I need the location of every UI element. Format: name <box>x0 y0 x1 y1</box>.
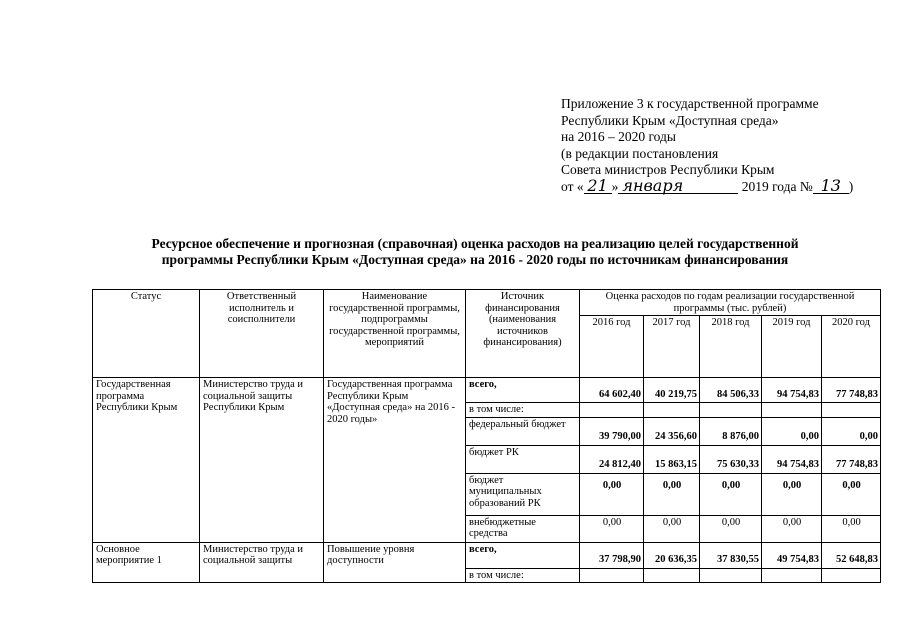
header-line: Приложение 3 к государственной программе <box>561 96 819 111</box>
value-cell: 24 356,60 <box>644 417 700 445</box>
col-estimate: Оценка расходов по годам реализации государственной программы (тыс. рублей) <box>580 290 881 316</box>
value-cell: 77 748,83 <box>822 445 881 473</box>
handwritten-month: января <box>618 179 738 194</box>
value-cell: 49 754,83 <box>762 542 822 568</box>
value-cell <box>580 568 644 583</box>
col-status: Статус <box>93 290 200 378</box>
value-cell: 24 812,40 <box>580 445 644 473</box>
value-cell: 37 798,90 <box>580 542 644 568</box>
name-cell: Государственная программа Республики Крым «Доступная среда» на 2016 - 2020 годы» <box>324 378 466 543</box>
value-cell: 0,00 <box>700 473 762 515</box>
date-day-close: » <box>611 178 619 194</box>
title-line: Ресурсное обеспечение и прогнозная (справочная) оценка расходов на реализацию целей государственной <box>151 236 799 251</box>
value-cell: 39 790,00 <box>580 417 644 445</box>
date-prefix: от « <box>561 178 584 194</box>
value-cell: 8 876,00 <box>700 417 762 445</box>
source-cell: всего, <box>466 378 580 403</box>
col-executor: Ответственный исполнитель и соисполнители <box>200 290 324 378</box>
value-cell: 77 748,83 <box>822 378 881 403</box>
source-cell: в том числе: <box>466 568 580 583</box>
value-cell: 64 602,40 <box>580 378 644 403</box>
value-cell: 0,00 <box>822 515 881 542</box>
header-line: Совета министров Республики Крым <box>561 162 775 177</box>
value-cell <box>822 403 881 418</box>
value-cell: 40 219,75 <box>644 378 700 403</box>
value-cell: 0,00 <box>762 515 822 542</box>
year-header: 2016 год <box>580 316 644 378</box>
col-source: Источник финансирования (наименования источников финансирования) <box>466 290 580 378</box>
value-cell: 0,00 <box>822 417 881 445</box>
year-header: 2018 год <box>700 316 762 378</box>
year-text: 2019 года № <box>741 178 813 194</box>
source-cell: всего, <box>466 542 580 568</box>
table-row <box>93 542 881 568</box>
value-cell <box>762 568 822 583</box>
header-line: (в редакции постановления <box>561 145 719 161</box>
status-cell: Государственная программа Республики Крым <box>93 378 200 543</box>
value-cell: 15 863,15 <box>644 445 700 473</box>
document-title <box>60 236 890 268</box>
year-header: 2020 год <box>822 316 881 378</box>
source-cell: бюджет РК <box>466 445 580 473</box>
source-cell: в том числе: <box>466 403 580 418</box>
handwritten-day: 21 <box>584 179 612 194</box>
status-cell: Основное мероприятие 1 <box>93 542 200 583</box>
value-cell: 75 630,33 <box>700 445 762 473</box>
value-cell: 0,00 <box>580 473 644 515</box>
value-cell <box>700 568 762 583</box>
value-cell: 94 754,83 <box>762 445 822 473</box>
value-cell: 37 830,55 <box>700 542 762 568</box>
col-name: Наименование государственной программы, подпрограммы государственной программы, мероприятий <box>324 290 466 378</box>
value-cell <box>700 403 762 418</box>
source-cell: бюджет муниципальных образований РК <box>466 473 580 515</box>
executor-cell: Министерство труда и социальной защиты <box>200 542 324 583</box>
header-date-line <box>561 175 891 196</box>
close-paren: ) <box>848 178 854 194</box>
value-cell <box>644 403 700 418</box>
executor-cell: Министерство труда и социальной защиты Республики Крым <box>200 378 324 543</box>
header-line: Республики Крым «Доступная среда» <box>561 112 779 128</box>
header-row <box>93 290 881 316</box>
value-cell: 0,00 <box>822 473 881 515</box>
value-cell: 0,00 <box>700 515 762 542</box>
value-cell: 0,00 <box>644 473 700 515</box>
value-cell <box>580 403 644 418</box>
appendix-header <box>561 96 891 195</box>
value-cell: 52 648,83 <box>822 542 881 568</box>
value-cell <box>822 568 881 583</box>
financing-table <box>92 289 881 583</box>
year-header: 2017 год <box>644 316 700 378</box>
source-cell: федеральный бюджет <box>466 417 580 445</box>
source-cell: внебюджетные средства <box>466 515 580 542</box>
value-cell: 84 506,33 <box>700 378 762 403</box>
handwritten-number: 13 <box>813 179 849 194</box>
title-line: программы Республики Крым «Доступная среда» на 2016 - 2020 годы по источникам финансирования <box>161 252 789 267</box>
table-row <box>93 378 881 403</box>
name-cell: Повышение уровня доступности <box>324 542 466 583</box>
year-header: 2019 год <box>762 316 822 378</box>
value-cell <box>644 568 700 583</box>
header-line: на 2016 – 2020 годы <box>561 129 676 144</box>
value-cell: 0,00 <box>644 515 700 542</box>
value-cell <box>762 403 822 418</box>
value-cell: 0,00 <box>762 417 822 445</box>
value-cell: 20 636,35 <box>644 542 700 568</box>
value-cell: 0,00 <box>580 515 644 542</box>
value-cell: 0,00 <box>762 473 822 515</box>
value-cell: 94 754,83 <box>762 378 822 403</box>
